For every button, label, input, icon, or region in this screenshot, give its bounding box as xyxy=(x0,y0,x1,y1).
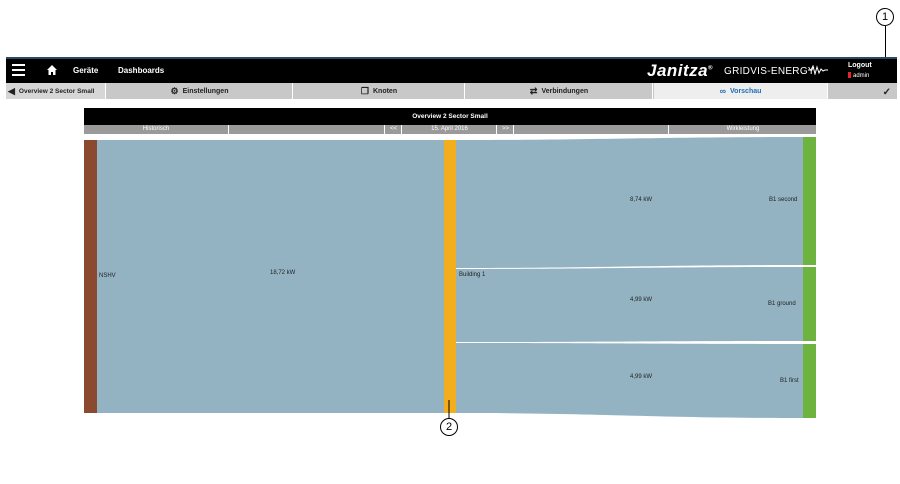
tab-back-label: Overview 2 Sector Small xyxy=(18,88,95,95)
tab-vorschau-label: Vorschau xyxy=(730,88,762,95)
tab-einstellungen-label: Einstellungen xyxy=(182,88,229,95)
node-label-b1-second: B1 second xyxy=(769,197,798,203)
shuffle-icon: ⇄ xyxy=(529,86,538,96)
node-label-b1-first: B1 first xyxy=(780,378,799,384)
date-picker[interactable]: 15. April 2016 xyxy=(403,125,497,134)
glasses-icon: ∞ xyxy=(719,86,727,96)
callout-2: 2 xyxy=(440,418,458,436)
node-label-building1: Building 1 xyxy=(459,272,486,278)
username: admin xyxy=(853,73,870,79)
node-building1[interactable] xyxy=(444,140,456,413)
historical-dropdown[interactable]: Historisch xyxy=(84,125,229,134)
checkmark-icon[interactable]: ✓ xyxy=(882,87,891,98)
flow-label-b1-first: 4,99 kW xyxy=(630,374,653,380)
node-nshv[interactable] xyxy=(84,140,97,413)
settings-icon: ⚙ xyxy=(170,86,179,96)
diagram-title-bar: Overview 2 Sector Small xyxy=(84,108,816,125)
flow-link-nshv-building1 xyxy=(97,140,444,413)
brand-registered-mark: ® xyxy=(708,65,714,72)
flow-link-building1-b1-ground xyxy=(456,267,803,342)
nodes-icon: ❐ xyxy=(360,86,369,96)
node-label-b1-ground: B1 ground xyxy=(768,301,796,307)
next-date-button[interactable]: >> xyxy=(498,125,514,134)
node-label-nshv: NSHV xyxy=(99,273,116,279)
flow-label-b1-ground: 4,99 kW xyxy=(630,297,653,303)
node-b1-ground[interactable] xyxy=(803,267,816,341)
logout-link[interactable]: Logout xyxy=(848,62,872,69)
product-name: GRIDVIS-ENERGY xyxy=(724,66,815,77)
devices-link[interactable]: Geräte xyxy=(73,66,99,75)
dashboards-link[interactable]: Dashboards xyxy=(118,66,165,75)
flow-label-total: 18,72 kW xyxy=(270,270,296,276)
tab-verbindungen-label: Verbindungen xyxy=(541,88,589,95)
node-b1-second[interactable] xyxy=(803,137,816,265)
callout-1: 1 xyxy=(876,8,894,26)
measurement-dropdown[interactable]: Wirkleistung xyxy=(726,126,760,132)
back-arrow-icon: ◀ xyxy=(8,86,15,96)
tab-knoten-label: Knoten xyxy=(372,88,398,95)
node-b1-first[interactable] xyxy=(803,344,816,418)
flow-link-building1-b1-first xyxy=(456,343,803,418)
brand-name: Janitza xyxy=(647,61,709,80)
previous-date-button[interactable]: << xyxy=(386,125,402,134)
flow-label-b1-second: 8,74 kW xyxy=(630,197,653,203)
